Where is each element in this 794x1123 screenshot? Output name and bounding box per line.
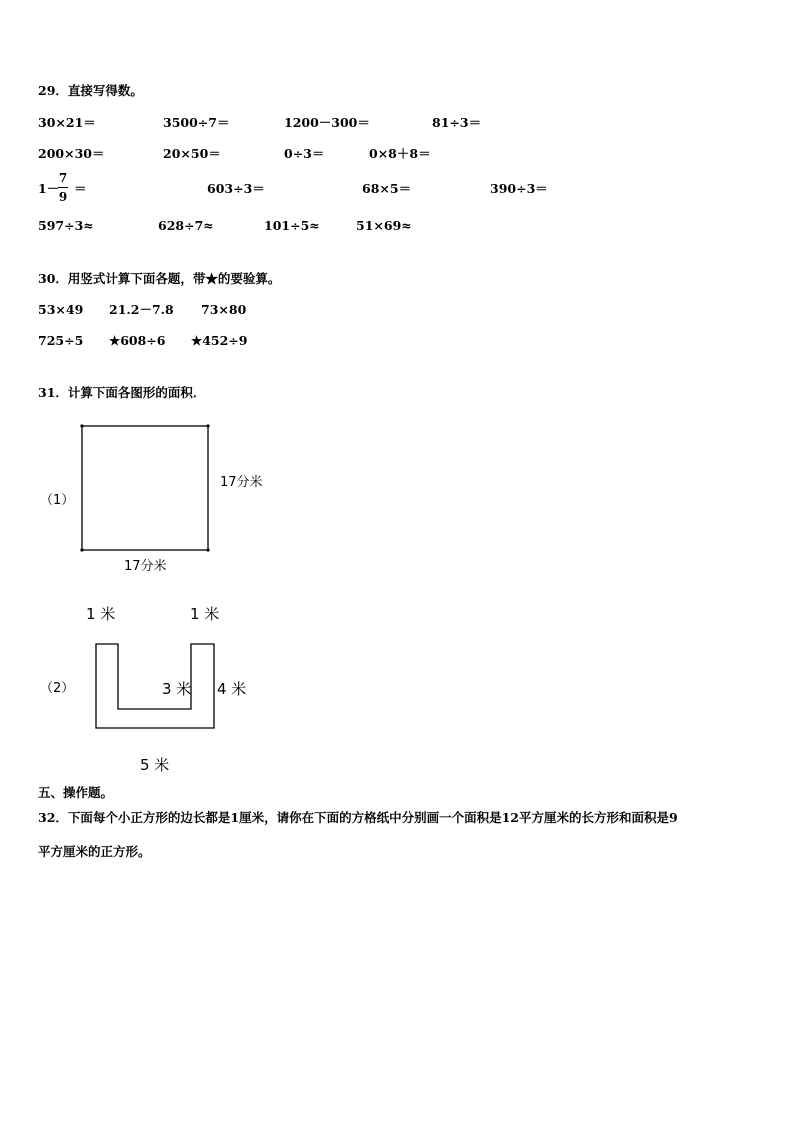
q29-item: 1200－300＝ xyxy=(284,115,370,130)
fraction-numerator: 7 xyxy=(58,171,68,185)
q29-item: 68×5＝ xyxy=(362,181,412,196)
q30-title: 30．用竖式计算下面各题，带★的要验算。 xyxy=(38,271,281,286)
q29-item: 101÷5≈ xyxy=(264,218,320,233)
q30-item: ★452÷9 xyxy=(191,333,248,348)
u-bottom-label: 5 米 xyxy=(140,756,170,774)
q29-fraction-whole: 1－ xyxy=(38,181,60,196)
fraction-denominator: 9 xyxy=(58,190,68,204)
q29-fraction-equals: ＝ xyxy=(74,181,87,196)
q29-item: 20×50＝ xyxy=(163,146,221,161)
q29-item: 51×69≈ xyxy=(356,218,412,233)
u-top-left-label: 1 米 xyxy=(86,605,116,623)
corner-dot xyxy=(80,548,83,551)
corner-dot xyxy=(206,424,209,427)
q29-item: 628÷7≈ xyxy=(158,218,214,233)
square-bottom-label: 17分米 xyxy=(124,559,167,574)
q29-item: 0÷3＝ xyxy=(284,146,325,161)
q30-item: 73×80 xyxy=(201,302,247,317)
q29-title: 29．直接写得数。 xyxy=(38,83,143,98)
q32-text-line-2: 平方厘米的正方形。 xyxy=(38,844,151,859)
square-side-label: 17分米 xyxy=(220,475,263,490)
q31-title: 31．计算下面各图形的面积． xyxy=(38,385,206,400)
q30-item: 21.2－7.8 xyxy=(109,302,174,317)
u-inner-height-label: 3 米 xyxy=(162,680,192,698)
q29-item: 0×8＋8＝ xyxy=(369,146,431,161)
q30-item: ★608÷6 xyxy=(109,333,166,348)
figure-2-label: （2） xyxy=(40,681,75,696)
figure-1-label: （1） xyxy=(40,493,75,508)
q29-item: 390÷3＝ xyxy=(490,181,548,196)
square-shape xyxy=(82,426,208,550)
q29-item: 200×30＝ xyxy=(38,146,105,161)
q30-item: 53×49 xyxy=(38,302,84,317)
corner-dot xyxy=(80,424,83,427)
q29-item: 3500÷7＝ xyxy=(163,115,230,130)
corner-dot xyxy=(206,548,209,551)
q32-text-line-1: 32．下面每个小正方形的边长都是1厘米，请你在下面的方格纸中分别画一个面积是12平方厘米的长方形和面积是9 xyxy=(38,810,678,825)
q29-item: 603÷3＝ xyxy=(207,181,265,196)
u-top-right-label: 1 米 xyxy=(190,605,220,623)
u-shape xyxy=(96,644,214,728)
u-outer-height-label: 4 米 xyxy=(217,680,247,698)
q29-item: 30×21＝ xyxy=(38,115,96,130)
section-5-title: 五、操作题。 xyxy=(38,785,114,800)
q29-item: 597÷3≈ xyxy=(38,218,94,233)
q29-item: 81÷3＝ xyxy=(432,115,482,130)
q30-item: 725÷5 xyxy=(38,333,84,348)
